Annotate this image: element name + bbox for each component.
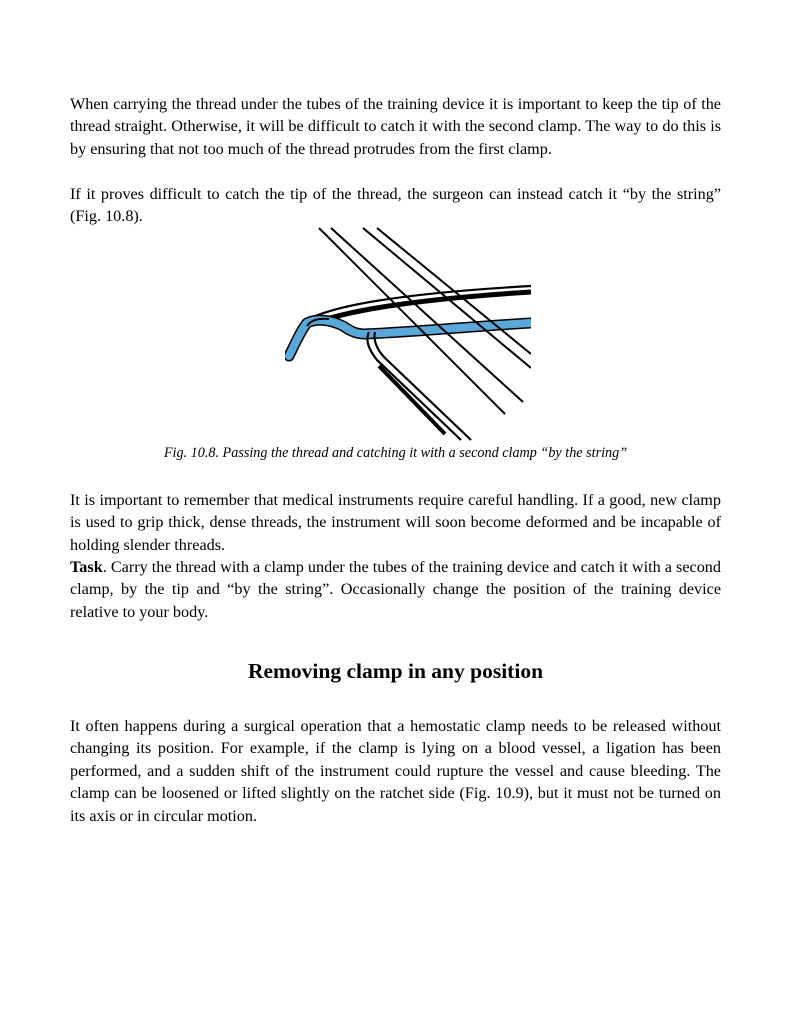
paragraph-removing-clamp: It often happens during a surgical operation that a hemostatic clamp needs to be released without changing its position. For example, if the clamp is lying on a blood vessel, a ligation has been performed, and a sudden shift of the instrument could rupture the vessel and cause bleeding. The clamp can be loosened or lifted slightly on the ratchet side (Fig. 10.9), but it must not be turned on its axis or in circular motion. bbox=[70, 717, 721, 825]
task-text: . Carry the thread with a clamp under the tubes of the training device and catch it with a second clamp, by the tip and “by the string”. Occasionally change the position of the training device relative to your body. bbox=[70, 558, 721, 621]
paragraph-thread-straight: When carrying the thread under the tubes of the training device it is important to keep the tip of the thread straight. Otherwise, it will be difficult to catch it with the second clamp. The way to do this is by ensuring that not too much of the thread protrudes from the first clamp. bbox=[70, 95, 721, 158]
section-heading: Removing clamp in any position bbox=[247, 659, 544, 683]
paragraph-instrument-care: It is important to remember that medical instruments require careful handling. If a good, new clamp is used to grip thick, dense threads, the instrument will soon become deformed and be incapable of holding slender threads. bbox=[70, 491, 721, 554]
figure-caption: Fig. 10.8. Passing the thread and catching it with a second clamp “by the string” bbox=[163, 445, 628, 461]
paragraph-catch-by-string: If it proves difficult to catch the tip of the thread, the surgeon can instead catch it “by the string” (Fig. 10.8). bbox=[70, 185, 721, 226]
figure-clamp-thread-illustration bbox=[285, 226, 531, 442]
paragraph-task bbox=[70, 556, 721, 623]
task-label: Task bbox=[70, 558, 103, 576]
